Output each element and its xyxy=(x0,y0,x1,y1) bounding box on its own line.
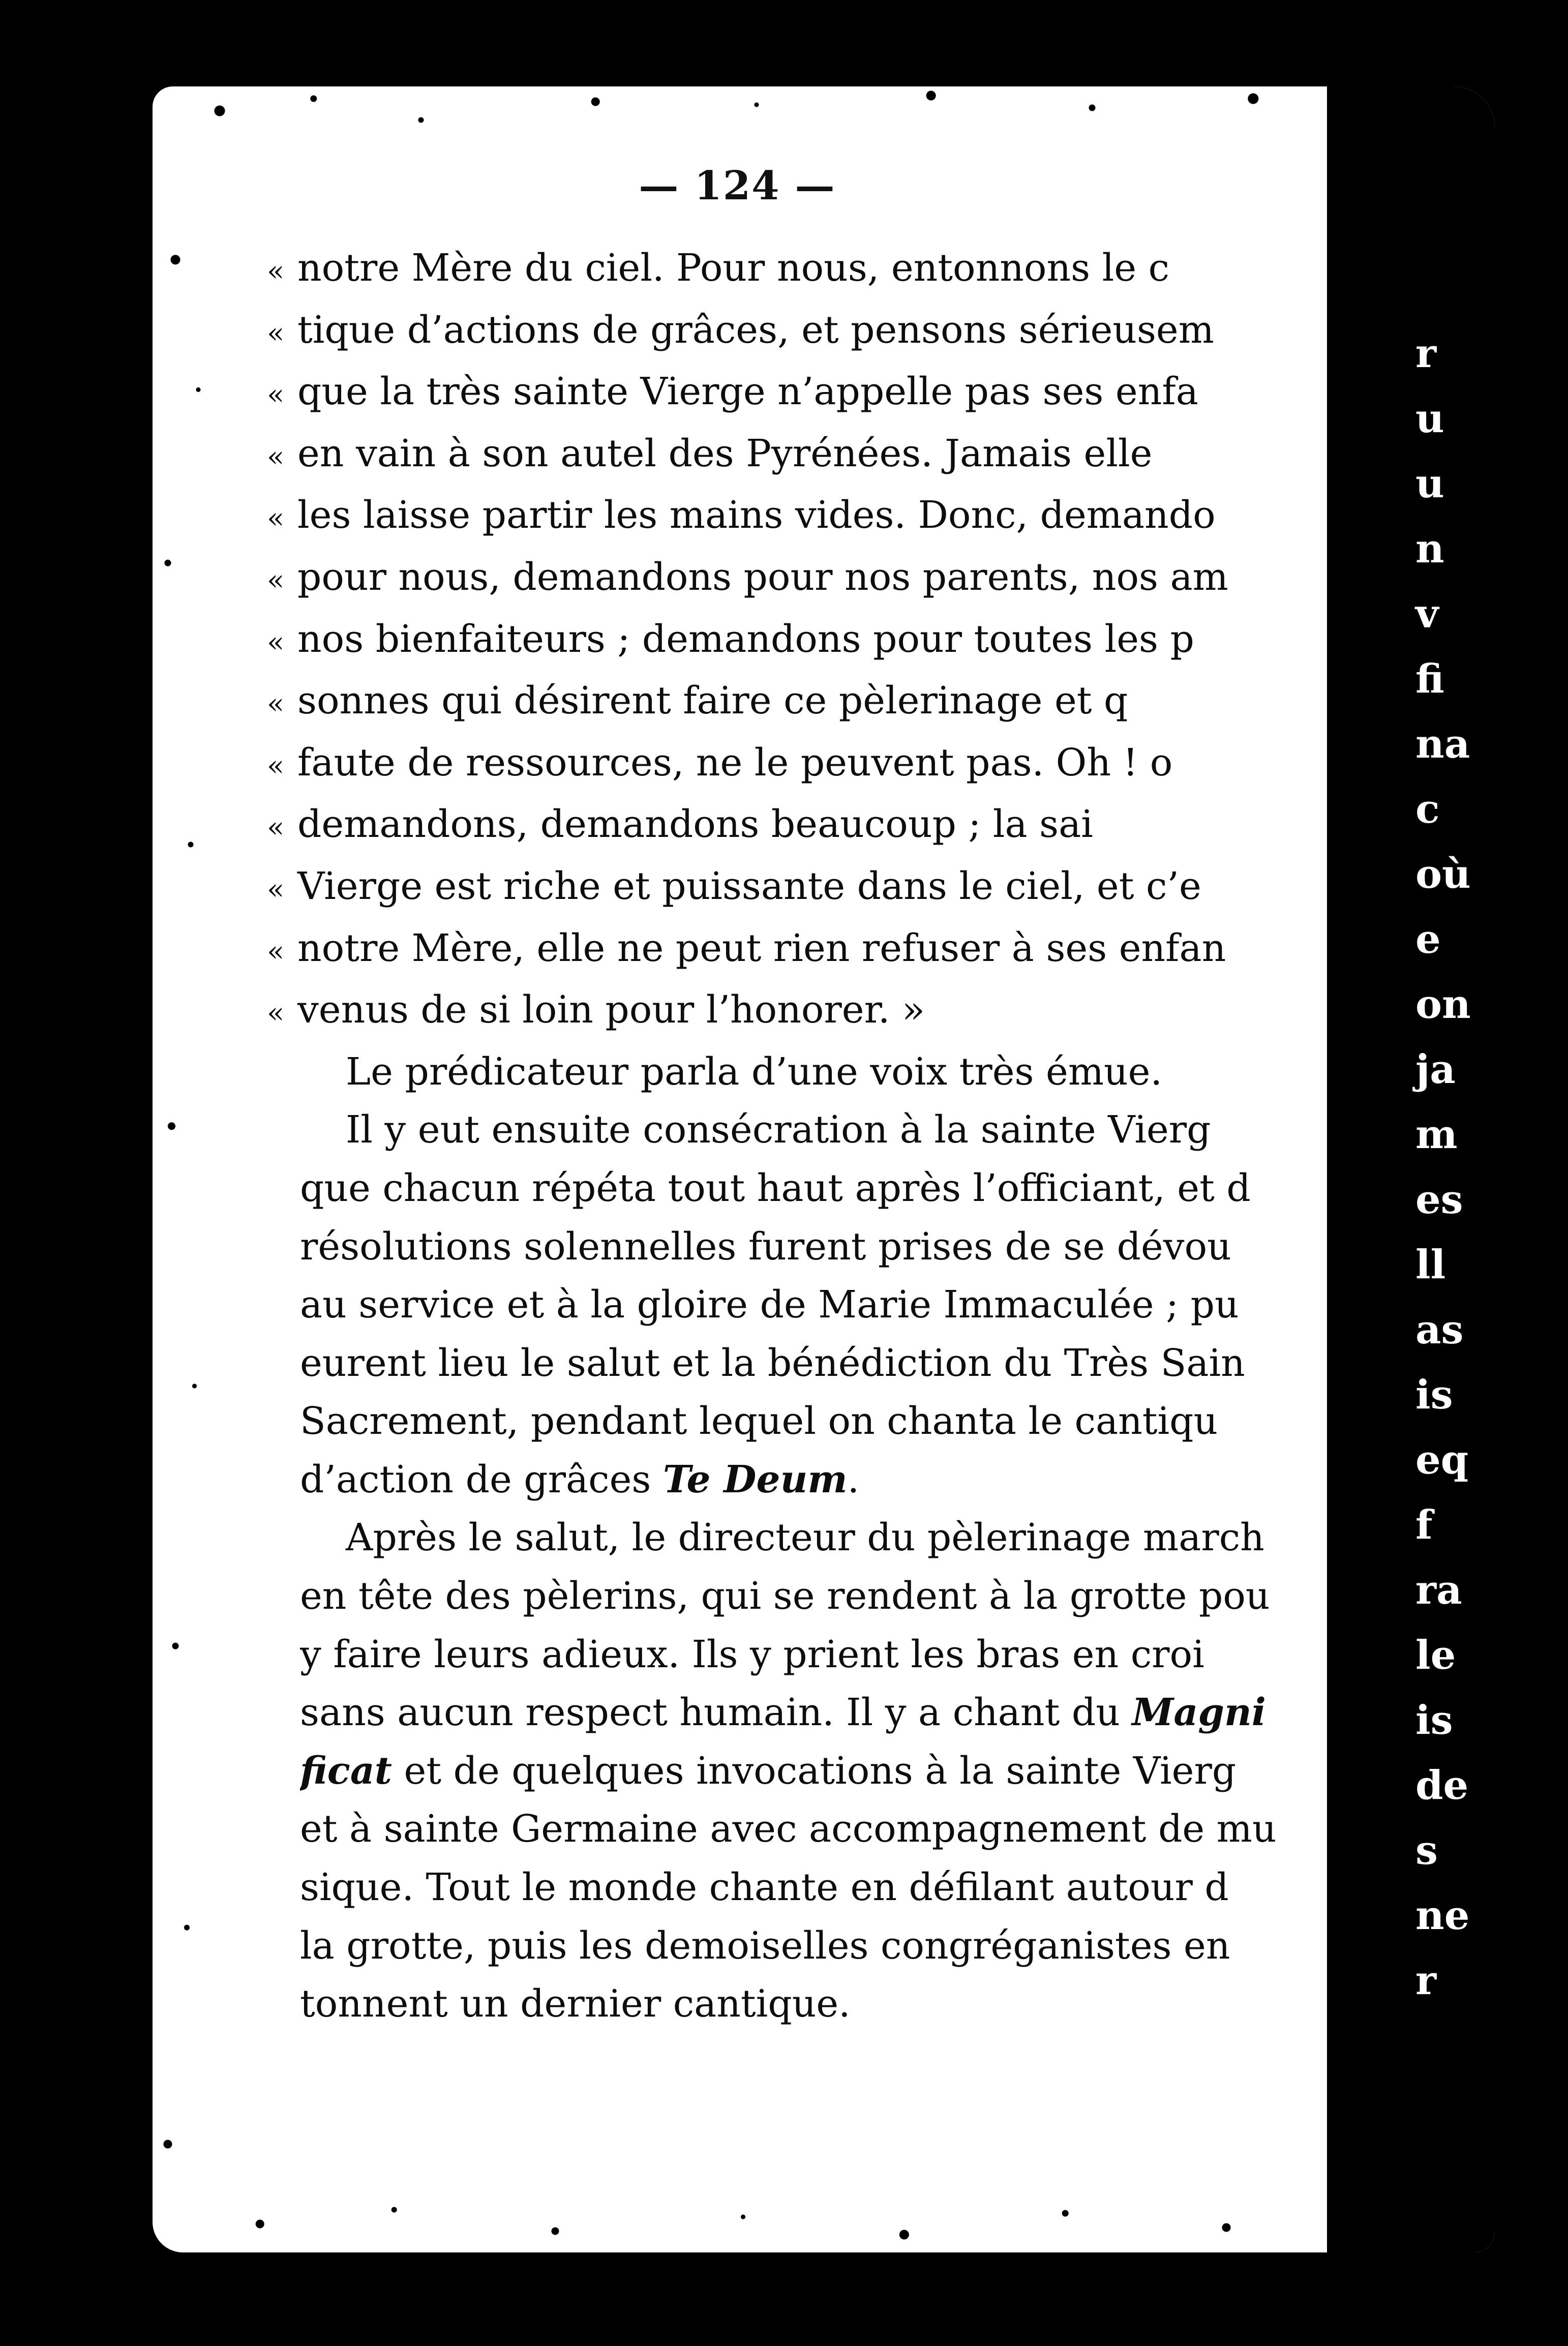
page-number-header: — 124 — xyxy=(639,163,836,209)
line-text: que chacun répéta tout haut après l’officiant, et d xyxy=(300,1166,1251,1210)
italic-text: Te Deum xyxy=(662,1457,848,1501)
body-text xyxy=(267,239,1419,2033)
bleed-fragment: f xyxy=(1415,1502,1433,1548)
bleed-fragment: ne xyxy=(1415,1892,1470,1939)
line-text: notre Mère du ciel. Pour nous, entonnons le c xyxy=(297,246,1170,290)
bleed-fragment: où xyxy=(1415,851,1471,897)
text-line xyxy=(300,1858,1419,1917)
line-text-after: et de quelques invocations à la sainte Vierg xyxy=(392,1749,1237,1793)
line-text: sique. Tout le monde chante en défilant autour d xyxy=(300,1866,1229,1910)
italic-text: ficat xyxy=(300,1749,392,1793)
bleed-fragment: e xyxy=(1415,916,1441,963)
text-line xyxy=(300,1159,1419,1218)
line-text: pour nous, demandons pour nos parents, nos am xyxy=(297,555,1228,599)
text-line xyxy=(300,1043,1419,1101)
italic-text: Magni xyxy=(1132,1691,1266,1735)
bleed-fragment: na xyxy=(1415,721,1470,767)
bleed-fragment: de xyxy=(1415,1762,1469,1809)
bleed-fragment: m xyxy=(1415,1111,1458,1158)
quote-mark: « xyxy=(267,440,285,473)
bleed-fragment: is xyxy=(1415,1372,1453,1418)
text-line xyxy=(300,1218,1419,1276)
bleed-fragment: es xyxy=(1415,1177,1463,1223)
line-text: Après le salut, le directeur du pèlerinage march xyxy=(346,1516,1264,1560)
text-line xyxy=(267,239,1419,301)
bleed-fragment: v xyxy=(1415,591,1439,637)
facing-page-bleed-through xyxy=(1400,86,1568,2252)
line-text: au service et à la gloire de Marie Immaculée ; pu xyxy=(300,1283,1239,1327)
bleed-fragment: ra xyxy=(1415,1567,1462,1613)
line-text: et à sainte Germaine avec accompagnement de mu xyxy=(300,1807,1277,1851)
quote-mark: « xyxy=(267,255,285,288)
line-text: la grotte, puis les demoiselles congréganistes en xyxy=(300,1923,1230,1968)
text-line xyxy=(267,857,1419,919)
page-edge-noise-bottom xyxy=(153,2181,1495,2252)
line-text: notre Mère, elle ne peut rien refuser à ses enfan xyxy=(297,926,1226,970)
text-line xyxy=(300,1451,1419,1509)
quote-mark: « xyxy=(267,873,285,906)
line-text: faute de ressources, ne le peuvent pas. Oh ! o xyxy=(297,740,1173,785)
text-line xyxy=(300,1392,1419,1451)
bleed-fragment: fi xyxy=(1415,656,1444,702)
bleed-fragment: r xyxy=(1415,1958,1437,2004)
page-edge-noise-left xyxy=(153,86,229,2252)
line-text: nos bienfaiteurs ; demandons pour toutes les p xyxy=(297,617,1194,661)
quote-mark: « xyxy=(267,687,285,721)
text-line xyxy=(300,1276,1419,1334)
text-line xyxy=(300,1683,1419,1742)
quote-mark: « xyxy=(267,811,285,845)
quote-mark: « xyxy=(267,997,285,1030)
line-text: d’action de grâces xyxy=(300,1457,651,1501)
text-line xyxy=(300,1334,1419,1393)
bleed-fragment: u xyxy=(1415,461,1444,507)
line-text: sans aucun respect humain. Il y a chant du xyxy=(300,1691,1120,1735)
text-line xyxy=(267,425,1419,487)
line-text: sonnes qui désirent faire ce pèlerinage et q xyxy=(297,679,1128,723)
quote-mark: « xyxy=(267,378,285,412)
text-line xyxy=(267,919,1419,981)
text-line xyxy=(300,1509,1419,1567)
bleed-fragment: le xyxy=(1415,1632,1456,1678)
page-edge-noise-top xyxy=(153,86,1495,147)
quote-mark: « xyxy=(267,502,285,535)
text-line xyxy=(267,486,1419,548)
line-text: en vain à son autel des Pyrénées. Jamais elle xyxy=(297,431,1153,475)
bleed-fragment: s xyxy=(1415,1827,1438,1874)
line-text: Le prédicateur parla d’une voix très émue. xyxy=(346,1049,1162,1094)
bleed-fragment: on xyxy=(1415,981,1471,1028)
bleed-fragment: is xyxy=(1415,1697,1453,1743)
text-line xyxy=(300,1975,1419,2033)
line-text: en tête des pèlerins, qui se rendent à la grotte pou xyxy=(300,1574,1270,1618)
text-line xyxy=(300,1917,1419,1975)
text-line xyxy=(267,981,1419,1043)
line-text: y faire leurs adieux. Ils y prient les bras en croi xyxy=(300,1632,1204,1676)
line-text: résolutions solennelles furent prises de se dévou xyxy=(300,1224,1231,1269)
bleed-fragment: u xyxy=(1415,396,1444,442)
quote-mark: « xyxy=(267,625,285,659)
text-line xyxy=(267,795,1419,857)
line-text: venus de si loin pour l’honorer. » xyxy=(297,988,925,1032)
line-text: Sacrement, pendant lequel on chanta le cantiqu xyxy=(300,1399,1218,1443)
text-line xyxy=(300,1567,1419,1626)
line-text: les laisse partir les mains vides. Donc, demando xyxy=(297,493,1216,537)
text-line xyxy=(267,610,1419,672)
bleed-fragment: c xyxy=(1415,786,1440,832)
line-text-after: . xyxy=(847,1457,860,1501)
bleed-fragment: ja xyxy=(1415,1046,1456,1093)
line-text: eurent lieu le salut et la bénédiction du Très Sain xyxy=(300,1341,1245,1385)
text-line xyxy=(300,1626,1419,1684)
text-line xyxy=(300,1742,1419,1800)
bleed-fragment: n xyxy=(1415,526,1444,572)
line-text: demandons, demandons beaucoup ; la sai xyxy=(297,802,1093,847)
text-line xyxy=(267,734,1419,796)
quote-mark: « xyxy=(267,935,285,968)
bleed-fragment: r xyxy=(1415,330,1437,377)
line-text: tonnent un dernier cantique. xyxy=(300,1982,851,2026)
text-line xyxy=(267,301,1419,363)
text-line xyxy=(267,363,1419,425)
bleed-fragment: eq xyxy=(1415,1437,1469,1483)
text-line xyxy=(300,1101,1419,1159)
text-line xyxy=(267,548,1419,610)
line-text: que la très sainte Vierge n’appelle pas ses enfa xyxy=(297,370,1198,414)
line-text: Vierge est riche et puissante dans le ciel, et c’e xyxy=(297,864,1201,908)
quote-mark: « xyxy=(267,563,285,597)
text-line xyxy=(267,672,1419,734)
quote-mark: « xyxy=(267,316,285,350)
bleed-fragment: ll xyxy=(1415,1242,1446,1288)
text-line xyxy=(300,1800,1419,1858)
line-text: Il y eut ensuite consécration à la sainte Vierg xyxy=(346,1108,1211,1152)
quote-mark: « xyxy=(267,749,285,783)
bleed-fragment: as xyxy=(1415,1307,1464,1353)
line-text: tique d’actions de grâces, et pensons sérieusem xyxy=(297,308,1214,352)
